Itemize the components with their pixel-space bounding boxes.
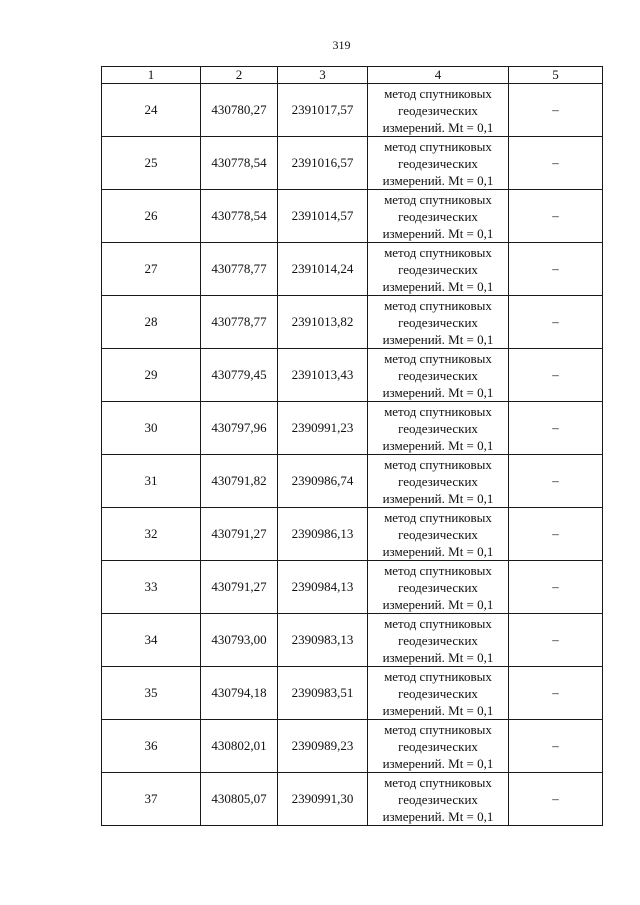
cell-point-number: 33 (102, 561, 201, 614)
cell-coordinate-x: 430778,77 (201, 243, 278, 296)
cell-coordinate-y: 2391016,57 (278, 137, 368, 190)
table-row (102, 773, 603, 826)
cell-coordinate-y: 2391013,43 (278, 349, 368, 402)
cell-method: метод спутниковых геодезических измерений. Mt = 0,1 (368, 84, 509, 137)
table-row (102, 349, 603, 402)
table-row (102, 614, 603, 667)
cell-method: метод спутниковых геодезических измерений. Mt = 0,1 (368, 296, 509, 349)
cell-note: – (509, 561, 603, 614)
cell-note: – (509, 243, 603, 296)
cell-method: метод спутниковых геодезических измерений. Mt = 0,1 (368, 349, 509, 402)
cell-note: – (509, 190, 603, 243)
table-row (102, 243, 603, 296)
cell-coordinate-x: 430778,77 (201, 296, 278, 349)
cell-point-number: 29 (102, 349, 201, 402)
header-cell-1: 1 (102, 67, 201, 84)
cell-coordinate-x: 430778,54 (201, 137, 278, 190)
cell-point-number: 32 (102, 508, 201, 561)
cell-coordinate-y: 2391014,57 (278, 190, 368, 243)
cell-coordinate-y: 2390986,13 (278, 508, 368, 561)
cell-note: – (509, 720, 603, 773)
cell-coordinate-y: 2390984,13 (278, 561, 368, 614)
header-cell-2: 2 (201, 67, 278, 84)
cell-note: – (509, 508, 603, 561)
cell-coordinate-y: 2391017,57 (278, 84, 368, 137)
cell-coordinate-y: 2391014,24 (278, 243, 368, 296)
cell-method: метод спутниковых геодезических измерений. Mt = 0,1 (368, 137, 509, 190)
cell-coordinate-y: 2391013,82 (278, 296, 368, 349)
cell-coordinate-x: 430791,27 (201, 508, 278, 561)
cell-note: – (509, 614, 603, 667)
table-body (102, 67, 603, 826)
cell-method: метод спутниковых геодезических измерений. Mt = 0,1 (368, 508, 509, 561)
cell-coordinate-x: 430791,82 (201, 455, 278, 508)
page-number: 319 (332, 38, 351, 52)
header-cell-5: 5 (509, 67, 603, 84)
table-row (102, 561, 603, 614)
table-row (102, 84, 603, 137)
cell-note: – (509, 137, 603, 190)
header-cell-3: 3 (278, 67, 368, 84)
coordinates-table (101, 66, 603, 826)
cell-coordinate-x: 430793,00 (201, 614, 278, 667)
cell-coordinate-y: 2390989,23 (278, 720, 368, 773)
cell-method: метод спутниковых геодезических измерений. Mt = 0,1 (368, 402, 509, 455)
cell-method: метод спутниковых геодезических измерений. Mt = 0,1 (368, 455, 509, 508)
cell-point-number: 31 (102, 455, 201, 508)
table-row (102, 402, 603, 455)
cell-method: метод спутниковых геодезических измерений. Mt = 0,1 (368, 667, 509, 720)
cell-note: – (509, 667, 603, 720)
table-row (102, 667, 603, 720)
cell-coordinate-x: 430791,27 (201, 561, 278, 614)
cell-method: метод спутниковых геодезических измерений. Mt = 0,1 (368, 773, 509, 826)
table-row (102, 455, 603, 508)
header-cell-4: 4 (368, 67, 509, 84)
cell-point-number: 24 (102, 84, 201, 137)
cell-coordinate-y: 2390986,74 (278, 455, 368, 508)
cell-note: – (509, 773, 603, 826)
cell-point-number: 26 (102, 190, 201, 243)
cell-point-number: 30 (102, 402, 201, 455)
table-row (102, 137, 603, 190)
cell-coordinate-y: 2390991,23 (278, 402, 368, 455)
cell-point-number: 25 (102, 137, 201, 190)
cell-coordinate-x: 430778,54 (201, 190, 278, 243)
cell-point-number: 27 (102, 243, 201, 296)
cell-note: – (509, 455, 603, 508)
cell-coordinate-x: 430797,96 (201, 402, 278, 455)
cell-point-number: 35 (102, 667, 201, 720)
cell-coordinate-x: 430794,18 (201, 667, 278, 720)
cell-coordinate-y: 2390983,13 (278, 614, 368, 667)
cell-coordinate-x: 430805,07 (201, 773, 278, 826)
table-row (102, 296, 603, 349)
cell-method: метод спутниковых геодезических измерений. Mt = 0,1 (368, 720, 509, 773)
cell-note: – (509, 349, 603, 402)
cell-method: метод спутниковых геодезических измерений. Mt = 0,1 (368, 561, 509, 614)
table-row (102, 508, 603, 561)
cell-note: – (509, 84, 603, 137)
cell-point-number: 28 (102, 296, 201, 349)
cell-coordinate-x: 430802,01 (201, 720, 278, 773)
cell-note: – (509, 296, 603, 349)
cell-coordinate-x: 430779,45 (201, 349, 278, 402)
cell-point-number: 37 (102, 773, 201, 826)
cell-note: – (509, 402, 603, 455)
cell-coordinate-x: 430780,27 (201, 84, 278, 137)
cell-method: метод спутниковых геодезических измерений. Mt = 0,1 (368, 614, 509, 667)
cell-method: метод спутниковых геодезических измерений. Mt = 0,1 (368, 243, 509, 296)
cell-coordinate-y: 2390983,51 (278, 667, 368, 720)
cell-point-number: 34 (102, 614, 201, 667)
cell-point-number: 36 (102, 720, 201, 773)
table-row (102, 190, 603, 243)
cell-method: метод спутниковых геодезических измерений. Mt = 0,1 (368, 190, 509, 243)
table-header-row (102, 67, 603, 84)
cell-coordinate-y: 2390991,30 (278, 773, 368, 826)
table-row (102, 720, 603, 773)
